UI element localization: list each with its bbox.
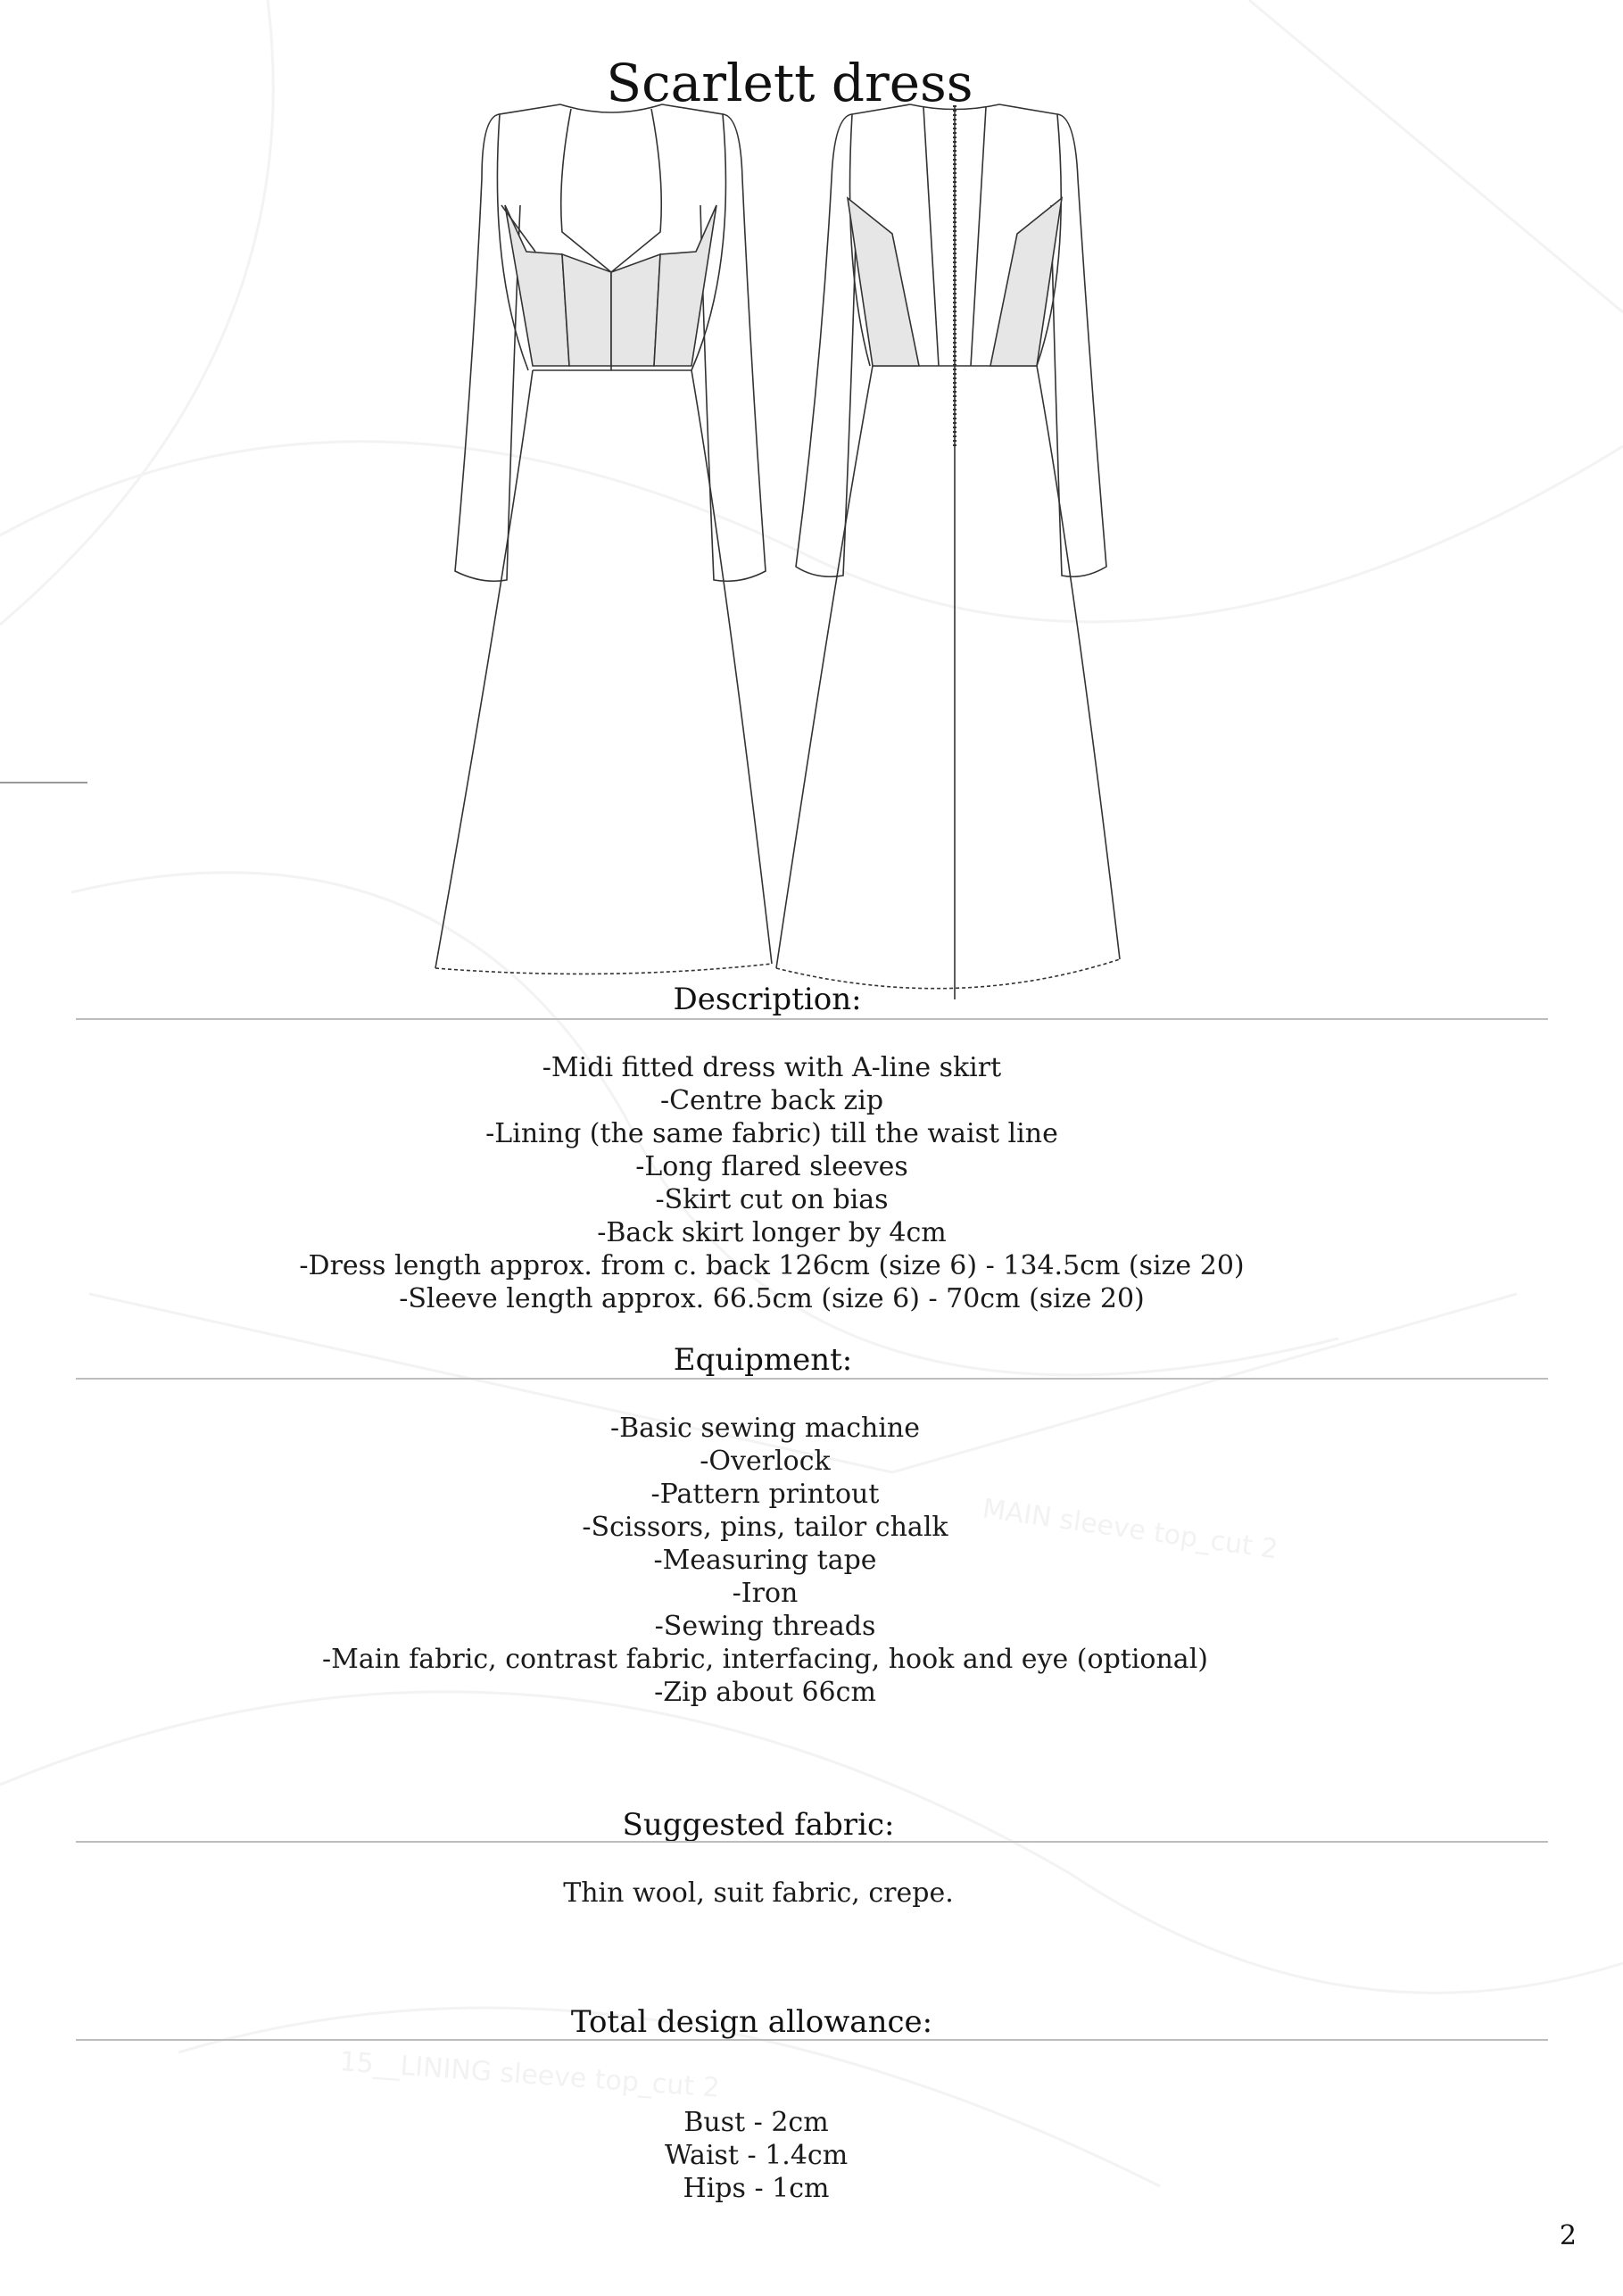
list-item: -Scissors, pins, tailor chalk: [582, 1512, 948, 1543]
equipment-divider: [76, 1378, 1548, 1380]
dress-technical-sketch: [419, 89, 1133, 1008]
fabric-description: Thin wool, suit fabric, crepe.: [563, 1877, 954, 1909]
list-item: Hips - 1cm: [683, 2173, 830, 2204]
description-heading: Description:: [673, 982, 862, 1017]
back-view-sketch: [776, 104, 1120, 999]
list-item: -Main fabric, contrast fabric, interfacing, hook and eye (optional): [322, 1644, 1208, 1675]
allowance-list: [0, 2106, 1512, 2205]
list-item: -Back skirt longer by 4cm: [597, 1217, 947, 1248]
watermark-label-main-sleeve: MAIN sleeve top_cut 2: [980, 1493, 1280, 1566]
list-item: -Pattern printout: [650, 1479, 880, 1510]
list-item: -Sewing threads: [654, 1611, 876, 1642]
list-item: -Zip about 66cm: [654, 1677, 876, 1708]
list-item: Bust - 2cm: [683, 2107, 829, 2138]
front-view-sketch: [435, 104, 772, 974]
page-number: 2: [1559, 2220, 1577, 2251]
equipment-list: [0, 1412, 1530, 1709]
list-item: -Iron: [732, 1578, 799, 1609]
margin-mark: [0, 782, 87, 783]
fabric-divider: [76, 1841, 1548, 1843]
list-item: -Midi fitted dress with A-line skirt: [542, 1052, 1002, 1083]
fabric-heading: Suggested fabric:: [622, 1807, 895, 1843]
list-item: Waist - 1.4cm: [664, 2140, 849, 2171]
description-list: [0, 1051, 1544, 1315]
list-item: -Centre back zip: [659, 1085, 884, 1116]
list-item: -Long flared sleeves: [635, 1151, 908, 1182]
list-item: -Basic sewing machine: [609, 1413, 920, 1444]
allowance-divider: [76, 2039, 1548, 2041]
list-item: -Dress length approx. from c. back 126cm (size 6) - 134.5cm (size 20): [299, 1250, 1245, 1281]
list-item: -Measuring tape: [653, 1545, 877, 1576]
fabric-text: [0, 1877, 1517, 1910]
list-item: -Lining (the same fabric) till the waist line: [485, 1118, 1058, 1149]
description-divider: [76, 1018, 1548, 1020]
equipment-heading: Equipment:: [673, 1342, 853, 1378]
allowance-heading: Total design allowance:: [570, 2004, 933, 2040]
watermark-label-lining-sleeve: 15__LINING sleeve top_cut 2: [338, 2046, 721, 2104]
page-title: Scarlett dress: [606, 52, 973, 113]
list-item: -Overlock: [700, 1446, 831, 1477]
list-item: -Skirt cut on bias: [655, 1184, 889, 1215]
list-item: -Sleeve length approx. 66.5cm (size 6) - 70cm (size 20): [399, 1283, 1145, 1314]
